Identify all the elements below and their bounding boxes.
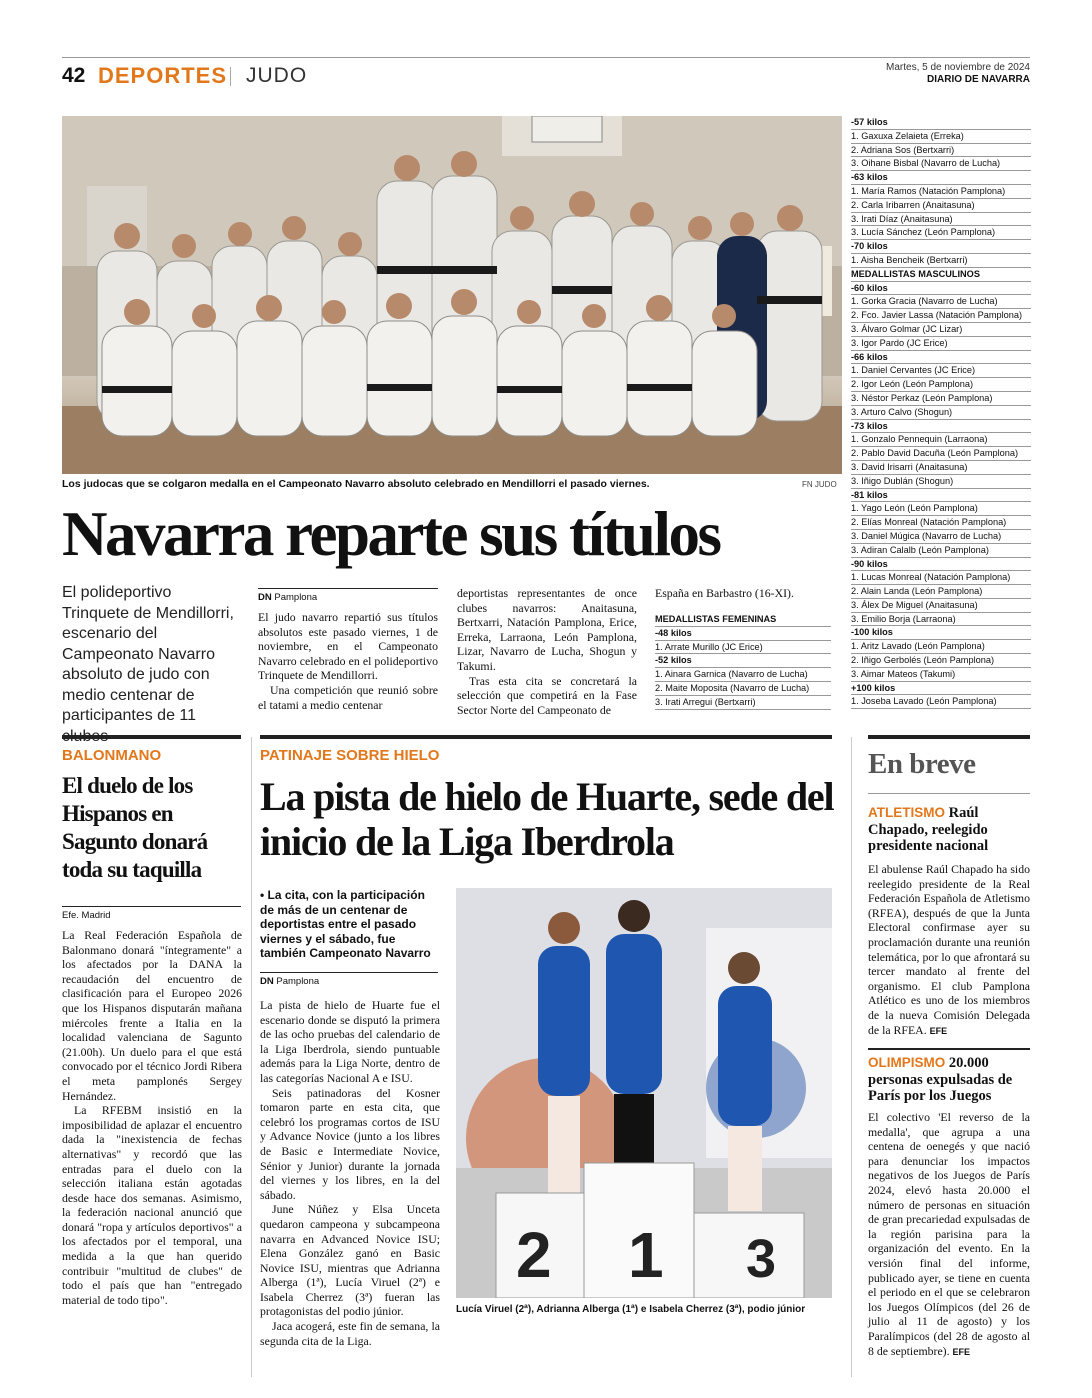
results-entry: 3. Oihane Bisbal (Navarro de Lucha) bbox=[851, 157, 1031, 171]
brief-title: 20.000 personas expulsadas de París por los Juegos bbox=[868, 1055, 1013, 1104]
results-heading: +100 kilos bbox=[851, 682, 1031, 696]
patinaje-paragraph: Jaca acogerá, este fin de semana, la segunda cita de la Liga. bbox=[260, 1319, 440, 1348]
en-breve-title: En breve bbox=[868, 748, 976, 780]
main-paragraph-cont: España en Barbastro (16-XI). bbox=[655, 586, 794, 600]
results-heading: -52 kilos bbox=[655, 654, 831, 668]
byline-source: DN bbox=[260, 976, 274, 987]
results-entry: 3. Lucía Sánchez (León Pamplona) bbox=[851, 226, 1031, 240]
en-breve-rule bbox=[868, 735, 1030, 739]
main-byline bbox=[258, 588, 438, 603]
results-entry: 3. Álvaro Golmar (JC Lizar) bbox=[851, 323, 1031, 337]
results-entry: 2. Alain Landa (León Pamplona) bbox=[851, 585, 1031, 599]
main-paragraph: El judo navarro repartió sus títulos absolutos este pasado viernes, 1 de noviembre, en el Campeonato Navarro celebrado en el polideportivo Trinquete de Mendillorri. bbox=[258, 610, 438, 683]
results-entry: 3. Adiran Calalb (León Pamplona) bbox=[851, 544, 1031, 558]
results-entry: 3. Emilio Borja (Larraona) bbox=[851, 613, 1031, 627]
main-dek: El polideportivo Trinquete de Mendillorri, escenario del Campeonato Navarro absoluto de judo con medio centenar de participantes de 11 bbox=[62, 584, 234, 724]
results-heading: -73 kilos bbox=[851, 420, 1031, 434]
results-entry: 1. Ainara Garnica (Navarro de Lucha) bbox=[655, 668, 831, 682]
page-number: 42 bbox=[62, 64, 86, 87]
results-heading: -48 kilos bbox=[655, 627, 831, 641]
en-breve-divider bbox=[868, 793, 1030, 794]
patinaje-title: La pista de hielo de Huarte, sede del inicio de la Liga Iberdrola bbox=[260, 774, 834, 864]
balonmano-byline: Efe. Madrid bbox=[62, 906, 241, 921]
column-separator bbox=[851, 737, 852, 1377]
results-entry: 3. Irati Arregui (Bertxarri) bbox=[655, 696, 831, 710]
balonmano-body bbox=[62, 928, 242, 1307]
header-rule bbox=[62, 57, 1030, 58]
header-separator bbox=[230, 67, 231, 86]
results-heading: -57 kilos bbox=[851, 116, 1031, 130]
patinaje-summary-text: La cita, con la participación de más de un centenar de deportistas entre el pasado viernes y el sábado, fue también Campeonato Navarro bbox=[260, 888, 431, 960]
brief-body bbox=[868, 862, 1030, 1038]
patinaje-paragraph: Seis patinadoras del Kosner tomaron parte en esta cita, que celebró los programas cortos de ISU y Advance Novice (junto a los libres de Basic e Intermediate Novice, Sénior y Junior) durante la jornada del viernes y los libres, en la del sábado. bbox=[260, 1085, 440, 1202]
main-headline: Navarra reparte sus títulos bbox=[62, 499, 720, 569]
balonmano-rule bbox=[62, 735, 241, 739]
results-heading: -66 kilos bbox=[851, 351, 1031, 365]
subsection-name: JUDO bbox=[246, 64, 308, 87]
patinaje-paragraph: La pista de hielo de Huarte fue el escenario donde se disputó la primera de las ocho pruebas del calendario de la Liga Iberdrola, siendo puntuable además para la Liga Norte, dentro de las categorías Nacional A e ISU. bbox=[260, 998, 440, 1085]
main-paragraph: Tras esta cita se concretará la selección que competirá en la Fase Sector Norte del Campeonato de bbox=[457, 673, 637, 717]
results-entry: 3. David Irisarri (Anaitasuna) bbox=[851, 461, 1031, 475]
main-paragraph: Una competición que reunió sobre el tatami a medio centenar bbox=[258, 682, 438, 712]
main-column-3 bbox=[655, 586, 831, 601]
podium-third: 3 bbox=[746, 1229, 777, 1289]
results-entry: 2. Elías Monreal (Natación Pamplona) bbox=[851, 516, 1031, 530]
patinaje-section: PATINAJE SOBRE HIELO bbox=[260, 747, 440, 764]
judo-group-photo bbox=[62, 116, 842, 474]
patinaje-paragraph: June Núñez y Elsa Unceta quedaron campeona y subcampeona navarra en Advanced Novice ISU; Elena González ganó en Basic Novice ISU, mientras que Adrianna Alberga (1ª), Lucía Viruel (2ª) e Isabela Cherrez (3ª) fueran las protagonistas del podio júnior. bbox=[260, 1202, 440, 1319]
brief-paragraph: El abulense Raúl Chapado ha sido reelegido presidente de la Real Federación Española de Atletismo (RFEA), después de que la Junta Electoral confirmase ayer su proclamación durante una reunión telemática, por lo que afrontará su tercer mandato al frente del organismo. El club Pamplona Atlético es uno de los miembros de la nueva Comisión Delegada de la RFEA. bbox=[868, 862, 1030, 1037]
byline-place: Pamplona bbox=[276, 976, 320, 987]
results-entry: 1. Lucas Monreal (Natación Pamplona) bbox=[851, 571, 1031, 585]
patinaje-photo-caption: Lucía Viruel (2ª), Adrianna Alberga (1ª) e Isabela Cherrez (3ª), podio júnior bbox=[456, 1304, 806, 1315]
results-entry: 1. Arrate Murillo (JC Erice) bbox=[655, 641, 831, 655]
results-entry: 2. Iñigo Gerbolés (León Pamplona) bbox=[851, 654, 1031, 668]
main-photo-caption: Los judocas que se colgaron medalla en el Campeonato Navarro absoluto celebrado en Mendillorri el pasado viernes. bbox=[62, 478, 650, 490]
brief-body bbox=[868, 1110, 1030, 1359]
brief-text bbox=[868, 1110, 1030, 1359]
main-paragraph-cont: deportistas representantes de once clubes navarros: Anaitasuna, Bertxarri, Natación Pamplona, Erice, Erreka, Larraona, León Pamplona, Lizar, Navarro de Lucha, Shogun y Takumi. bbox=[457, 586, 637, 673]
results-entry: 1. Gaxuxa Zelaieta (Erreka) bbox=[851, 130, 1031, 144]
brief-paragraph: El colectivo 'El reverso de la medalla', que agrupa a una centena de oenegés y que nació para denunciar los impactos negativos de los Juegos de París 2024, elevó hasta 20.000 el número de personas en situación de gran precariedad expulsadas de la región parisina para la organización del evento. En la versión final del informe, publicado ayer, se tiene en cuenta el periodo en el que se celebraron los Juegos Olímpicos (del 26 de julio al 11 de agosto) y los Paralímpicos (del 28 de agosto al 8 de septiembre). bbox=[868, 1110, 1030, 1358]
results-entry: 1. Gonzalo Pennequin (Larraona) bbox=[851, 433, 1031, 447]
skating-podium-photo bbox=[456, 888, 832, 1298]
brief-text bbox=[868, 862, 1030, 1038]
results-column bbox=[851, 116, 1031, 709]
results-entry: 2. Carla Iribarren (Anaitasuna) bbox=[851, 199, 1031, 213]
results-entry: 1. María Ramos (Natación Pamplona) bbox=[851, 185, 1031, 199]
publication-date: Martes, 5 de noviembre de 2024 bbox=[886, 62, 1030, 73]
results-heading: MEDALLISTAS FEMENINAS bbox=[655, 613, 831, 627]
results-entry: 2. Adriana Sos (Bertxarri) bbox=[851, 144, 1031, 158]
results-entry: 3. Álex De Miguel (Anaitasuna) bbox=[851, 599, 1031, 613]
balonmano-paragraph: La Real Federación Española de Balonmano donará "íntegramente" a los afectados por la DANA la recaudación del encuentro de clasificación para el Europeo 2026 que los Hispanos disputarán mañana miércoles frente a Italia en la localidad valenciana de Sagunto (21.00h). Un duelo para el que está convocado por el técnico Jordi Ribera el meta pamplonés Sergey Hernández. bbox=[62, 928, 242, 1103]
results-entry: 1. Aisha Bencheik (Bertxarri) bbox=[851, 254, 1031, 268]
results-entry: 1. Joseba Lavado (León Pamplona) bbox=[851, 695, 1031, 709]
results-heading: -100 kilos bbox=[851, 626, 1031, 640]
brief-section: ATLETISMO bbox=[868, 805, 945, 820]
podium-second: 2 bbox=[516, 1219, 552, 1291]
patinaje-summary: • La cita, con la participación de más de un centenar de deportistas entre el pasado viernes y el sábado, fue también Campeonato Navarro bbox=[260, 888, 431, 960]
brief-headline bbox=[868, 805, 1033, 855]
results-entry: 2. Maite Moposita (Navarro de Lucha) bbox=[655, 682, 831, 696]
results-heading: -60 kilos bbox=[851, 282, 1031, 296]
publication-name: DIARIO DE NAVARRA bbox=[927, 74, 1030, 85]
patinaje-rule bbox=[260, 735, 832, 739]
column-separator bbox=[251, 737, 252, 1377]
brief-signature: EFE bbox=[952, 1346, 971, 1357]
results-entry: 2. Igor León (León Pamplona) bbox=[851, 378, 1031, 392]
brief-title: Raúl Chapado, reelegido presidente nacional bbox=[868, 805, 989, 854]
results-entry: 3. Igor Pardo (JC Erice) bbox=[851, 337, 1031, 351]
results-entry: 2. Pablo David Dacuña (León Pamplona) bbox=[851, 447, 1031, 461]
patinaje-body bbox=[260, 998, 440, 1348]
results-heading: -70 kilos bbox=[851, 240, 1031, 254]
balonmano-section: BALONMANO bbox=[62, 747, 162, 764]
main-photo-credit: FN JUDO bbox=[802, 480, 837, 489]
byline-place: Pamplona bbox=[274, 592, 318, 603]
balonmano-paragraph: La RFEBM insistió en la imposibilidad de aplazar el encuentro dada la "inexistencia de fechas alternativas" y recordó que las entradas para el duelo con la selección italiana están agotadas desde hace dos semanas. Asimismo, la federación nacional anunció que donará "ropa y artículos deportivos" a los afectados por el temporal, una medida a la que han querido contribuir "multitud de clubes" de todo el país que han "entregado material de todo tipo". bbox=[62, 1103, 242, 1307]
results-entry: 3. Irati Díaz (Anaitasuna) bbox=[851, 213, 1031, 227]
brief-signature: EFE bbox=[929, 1025, 948, 1036]
results-entry: 2. Fco. Javier Lassa (Natación Pamplona) bbox=[851, 309, 1031, 323]
results-entry: 3. Iñigo Dublán (Shogun) bbox=[851, 475, 1031, 489]
results-entry: 3. Aimar Mateos (Takumi) bbox=[851, 668, 1031, 682]
results-entry: 3. Daniel Múgica (Navarro de Lucha) bbox=[851, 530, 1031, 544]
brief-divider bbox=[868, 1048, 1030, 1050]
brief-section: OLIMPISMO bbox=[868, 1055, 946, 1070]
results-entry: 1. Gorka Gracia (Navarro de Lucha) bbox=[851, 295, 1031, 309]
results-entry: 3. Néstor Perkaz (León Pamplona) bbox=[851, 392, 1031, 406]
results-entry: 3. Arturo Calvo (Shogun) bbox=[851, 406, 1031, 420]
main-column-1 bbox=[258, 588, 438, 712]
podium-first: 1 bbox=[628, 1219, 664, 1291]
women-results bbox=[655, 613, 831, 710]
results-heading: -81 kilos bbox=[851, 489, 1031, 503]
results-entry: 1. Aritz Lavado (León Pamplona) bbox=[851, 640, 1031, 654]
section-name: DEPORTES bbox=[98, 63, 228, 88]
results-heading: MEDALLISTAS MASCULINOS bbox=[851, 268, 1031, 282]
balonmano-title: El duelo de los Hispanos en Sagunto donará toda su taquilla bbox=[62, 773, 208, 882]
main-column-2 bbox=[457, 586, 637, 717]
results-entry: 1. Yago León (León Pamplona) bbox=[851, 502, 1031, 516]
brief-headline bbox=[868, 1055, 1033, 1105]
byline-source: DN bbox=[258, 592, 272, 603]
patinaje-byline bbox=[260, 972, 438, 987]
results-heading: -90 kilos bbox=[851, 558, 1031, 572]
results-heading: -63 kilos bbox=[851, 171, 1031, 185]
results-entry: 1. Daniel Cervantes (JC Erice) bbox=[851, 364, 1031, 378]
